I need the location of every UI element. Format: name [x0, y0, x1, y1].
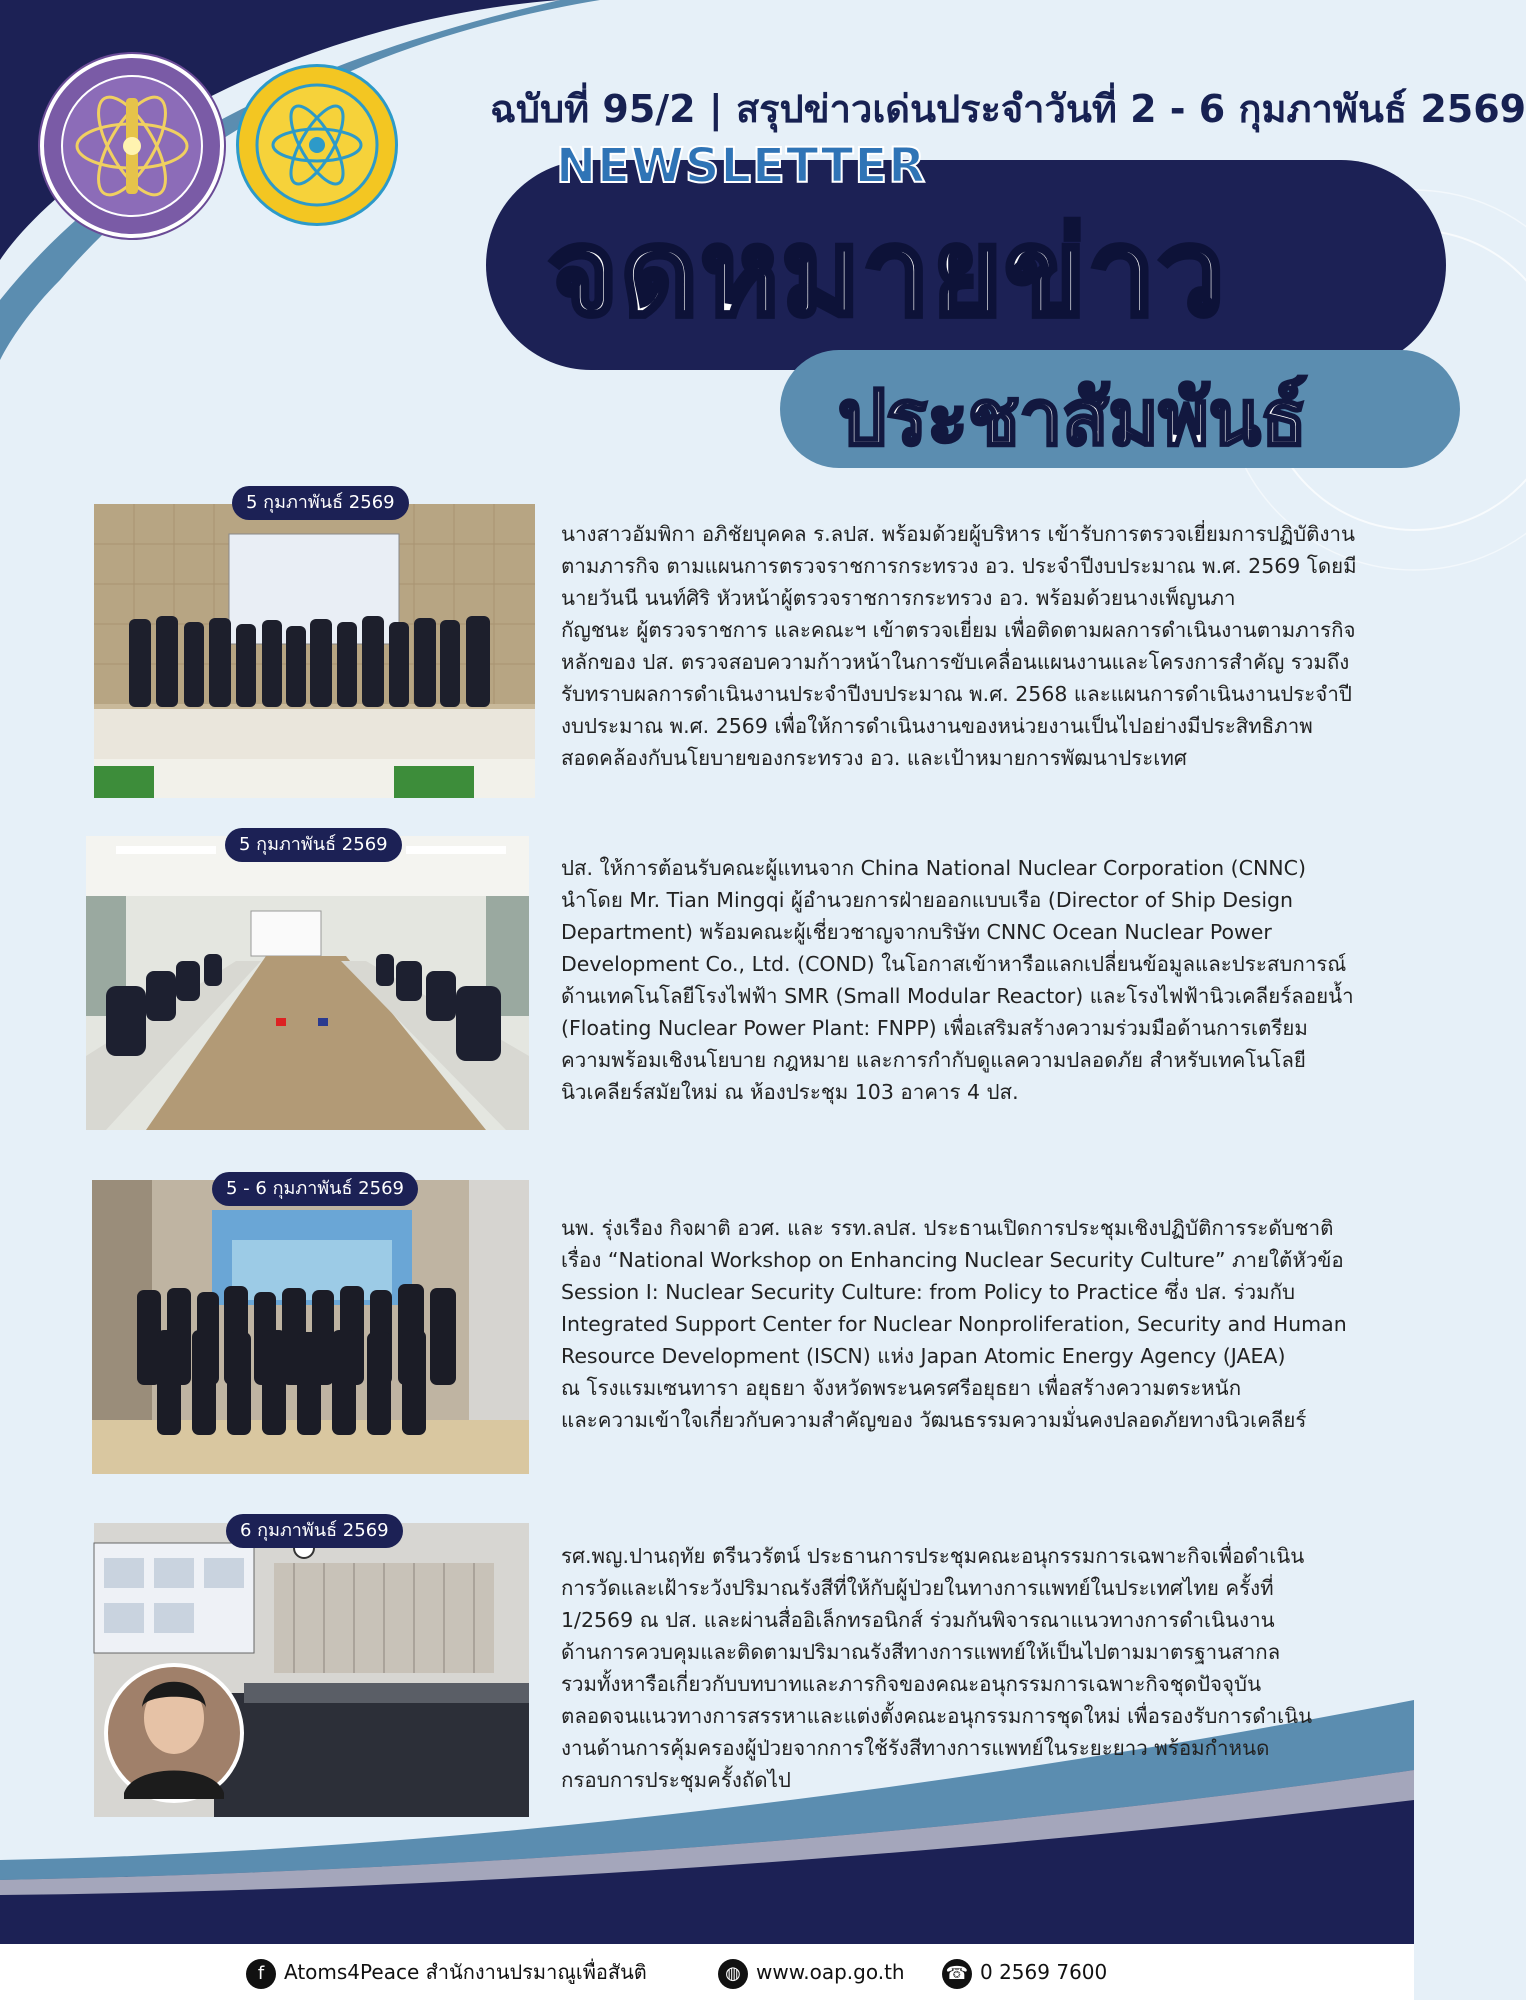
- news-text: รศ.พญ.ปานฤทัย ตรีนวรัตน์ ประธานการประชุมคณะอนุกรรมการเฉพาะกิจเพื่อดำเนิน การวัดและเฝ้าระวังปริมาณรังสีที่ให้กับผู้ป่วยในทางการแพทย์ในประเทศไทย ครั้งที่ 1/2569 ณ ปส. และผ่านสื่ออิเล็กทรอนิกส์ ร่วมกันพิจารณาแนวทางการดำเนินงาน ด้านการควบคุมและติดตามปริมาณรังสีทางการแพทย์ให้เป็นไปตามมาตรฐานสากล รวมทั้งหารือเกี่ยวกับบทบาทและภารกิจของคณะอนุกรรมการเฉพาะกิจชุดปัจจุบัน ตลอดจนแนวทางการสรรหาและแต่งตั้งคณะอนุกรรมการชุดใหม่ เพื่อรองรับการดำเนิน งานด้านการคุ้มครองผู้ป่วยจากการใช้รังสีทางการแพทย์ในระยะยาว พร้อมกำหนด กรอบการประชุมครั้งถัดไป: [561, 1544, 1313, 1792]
- news-photo: [94, 504, 535, 798]
- footer-facebook[interactable]: [246, 1954, 647, 1990]
- website-label: www.oap.go.th: [756, 1960, 905, 1984]
- oap-logo: [236, 64, 398, 226]
- phone-icon: ☎: [942, 1959, 972, 1989]
- facebook-label: Atoms4Peace สำนักงานปรมาณูเพื่อสันติ: [284, 1960, 647, 1984]
- footer-website[interactable]: [718, 1954, 905, 1990]
- news-text: ปส. ให้การต้อนรับคณะผู้แทนจาก China National Nuclear Corporation (CNNC) นำโดย Mr. Tian Mingqi ผู้อำนวยการฝ่ายออกแบบเรือ (Director of Ship Design Department) พร้อมคณะผู้เชี่ยวชาญจากบริษัท CNNC Ocean Nuclear Power Development Co., Ltd. (COND) ในโอกาสเข้าหารือแลกเปลี่ยนข้อมูลและประสบการณ์ ด้านเทคโนโลยีโรงไฟฟ้า SMR (Small Modular Reactor) และโรงไฟฟ้านิวเคลียร์ลอยน้ำ (Floating Nuclear Power Plant: FNPP) เพื่อเสริมสร้างความร่วมมือด้านการเตรียม ความพร้อมเชิงนโยบาย กฎหมาย และการกำกับดูแลความปลอดภัย สำหรับเทคโนโลยี นิวเคลียร์สมัยใหม่ ณ ห้องประชุม 103 อาคาร 4 ปส.: [561, 856, 1354, 1104]
- globe-icon: ◍: [718, 1959, 748, 1989]
- ministry-logo: [40, 54, 224, 238]
- footer: [0, 1944, 1414, 2000]
- news-photo: [86, 836, 529, 1130]
- page-subtitle: ประชาสัมพันธ์: [838, 373, 1308, 462]
- page-title: จดหมายข่าว: [548, 204, 1227, 343]
- footer-phone[interactable]: [942, 1954, 1107, 1990]
- facebook-icon: f: [246, 1959, 276, 1989]
- news-photo: [92, 1180, 529, 1474]
- news-date-badge: 6 กุมภาพันธ์ 2569: [226, 1514, 403, 1548]
- news-text: นางสาวอัมพิกา อภิชัยบุคคล ร.ลปส. พร้อมด้วยผู้บริหาร เข้ารับการตรวจเยี่ยมการปฏิบัติงาน ตามภารกิจ ตามแผนการตรวจราชการกระทรวง อว. ประจำปีงบประมาณ พ.ศ. 2569 โดยมี นายวันนี นนท์ศิริ หัวหน้าผู้ตรวจราชการกระทรวง อว. พร้อมด้วยนางเพ็ญนภา กัญชนะ ผู้ตรวจราชการ และคณะฯ เข้าตรวจเยี่ยม เพื่อติดตามผลการดำเนินงานตามภารกิจ หลักของ ปส. ตรวจสอบความก้าวหน้าในการขับเคลื่อนแผนงานและโครงการสำคัญ รวมถึง รับทราบผลการดำเนินงานประจำปีงบประมาณ พ.ศ. 2568 และแผนการดำเนินงานประจำปี งบประมาณ พ.ศ. 2569 เพื่อให้การดำเนินงานของหน่วยงานเป็นไปอย่างมีประสิทธิภาพ สอดคล้องกับนโยบายของกระทรวง อว. และเป้าหมายการพัฒนาประเทศ: [561, 522, 1357, 770]
- news-date-badge: 5 กุมภาพันธ์ 2569: [232, 486, 409, 520]
- issue-line: ฉบับที่ 95/2 | สรุปข่าวเด่นประจำวันที่ 2 - 6 กุมภาพันธ์ 2569: [490, 87, 1526, 131]
- news-text: นพ. รุ่งเรือง กิจผาติ อวศ. และ รรท.ลปส. ประธานเปิดการประชุมเชิงปฏิบัติการระดับชาติ เรื่อง “National Workshop on Enhancing Nuclear Security Culture” ภายใต้หัวข้อ Session I: Nuclear Security Culture: from Policy to Practice ซึ่ง ปส. ร่วมกับ Integrated Support Center for Nuclear Nonproliferation, Security and Human Resource Development (ISCN) แห่ง Japan Atomic Energy Agency (JAEA) ณ โรงแรมเซนทารา อยุธยา จังหวัดพระนครศรีอยุธยา เพื่อสร้างความตระหนัก และความเข้าใจเกี่ยวกับความสำคัญของ วัฒนธรรมความมั่นคงปลอดภัยทางนิวเคลียร์: [561, 1216, 1347, 1432]
- news-date-badge: 5 กุมภาพันธ์ 2569: [225, 828, 402, 862]
- phone-label: 0 2569 7600: [980, 1960, 1108, 1984]
- news-date-badge: 5 - 6 กุมภาพันธ์ 2569: [212, 1172, 418, 1206]
- news-photo: [94, 1523, 529, 1817]
- newsletter-word: NEWSLETTER: [556, 138, 927, 194]
